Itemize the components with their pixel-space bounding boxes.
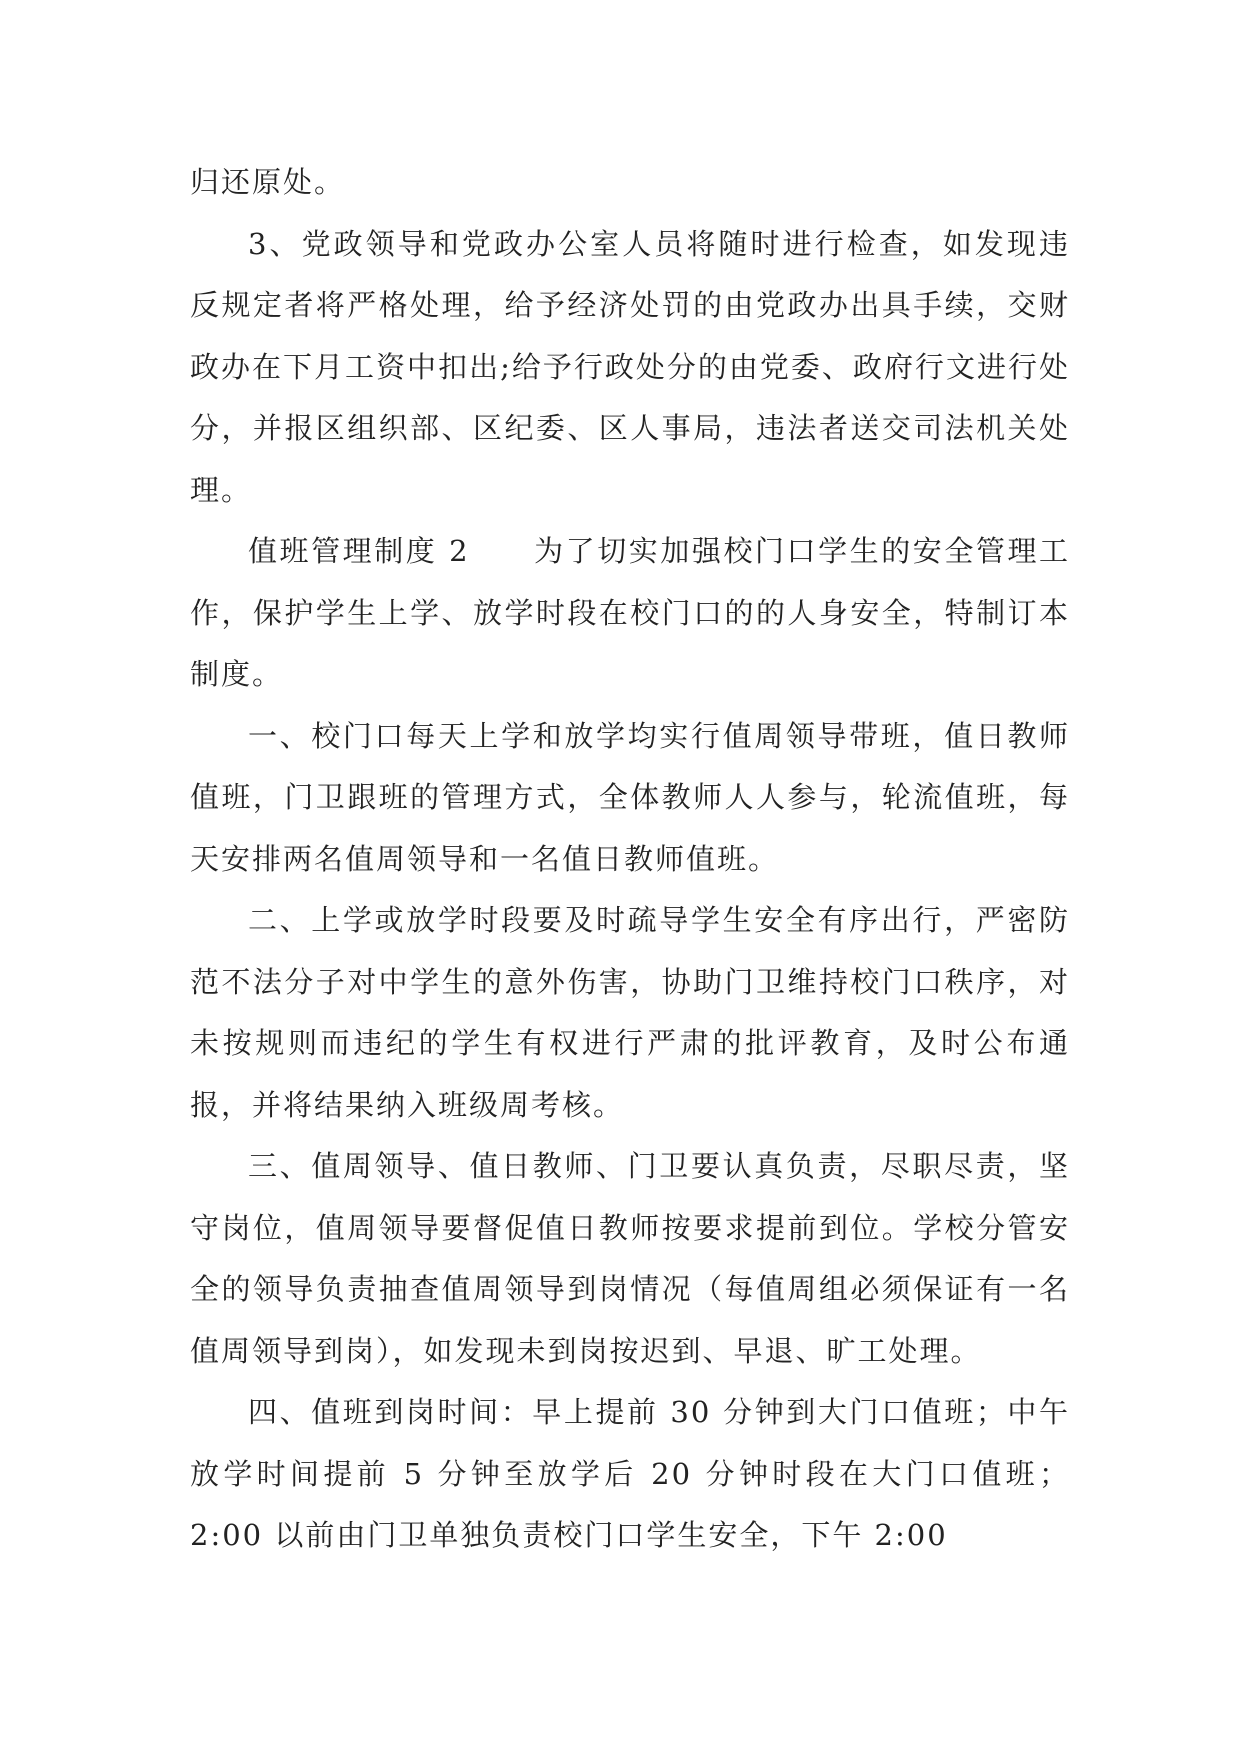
paragraph-text: 归还原处。 — [190, 165, 346, 199]
document-page — [190, 152, 1070, 1567]
paragraph-5 — [190, 890, 1070, 1136]
paragraph-text: 为了切实加强校门口学生的安全管理工作，保护学生上学、放学时段在校门口的的人身安全，特制订本制度。 — [190, 534, 1070, 691]
paragraph-text: 三、值周领导、值日教师、门卫要认真负责，尽职尽责，坚守岗位，值周领导要督促值日教师按要求提前到位。学校分管安全的领导负责抽查值周领导到岗情况（每值周组必须保证有一名值周领导到岗），如发现未到岗按迟到、早退、旷工处理。 — [190, 1149, 1070, 1368]
paragraph-3 — [190, 521, 1070, 706]
paragraph-text: 四、值班到岗时间：早上提前 30 分钟到大门口值班；中午放学时间提前 5 分钟至放学后 20 分钟时段在大门口值班；2:00 以前由门卫单独负责校门口学生安全，下午 2:00 — [190, 1395, 1070, 1552]
paragraph-2 — [190, 214, 1070, 522]
paragraph-4 — [190, 706, 1070, 891]
paragraph-text: 3、党政领导和党政办公室人员将随时进行检查，如发现违反规定者将严格处理，给予经济处罚的由党政办出具手续，交财政办在下月工资中扣出;给予行政处分的由党委、政府行文进行处分，并报区组织部、区纪委、区人事局，违法者送交司法机关处理。 — [190, 226, 1070, 507]
section-title: 值班管理制度 2 — [248, 534, 470, 568]
paragraph-1 — [190, 152, 1070, 214]
paragraph-text: 二、上学或放学时段要及时疏导学生安全有序出行，严密防范不法分子对中学生的意外伤害，协助门卫维持校门口秩序，对未按规则而违纪的学生有权进行严肃的批评教育，及时公布通报，并将结果纳入班级周考核。 — [190, 903, 1070, 1122]
paragraph-text: 一、校门口每天上学和放学均实行值周领导带班，值日教师值班，门卫跟班的管理方式，全体教师人人参与，轮流值班，每天安排两名值周领导和一名值日教师值班。 — [190, 718, 1070, 876]
paragraph-6 — [190, 1136, 1070, 1382]
paragraph-7 — [190, 1382, 1070, 1567]
